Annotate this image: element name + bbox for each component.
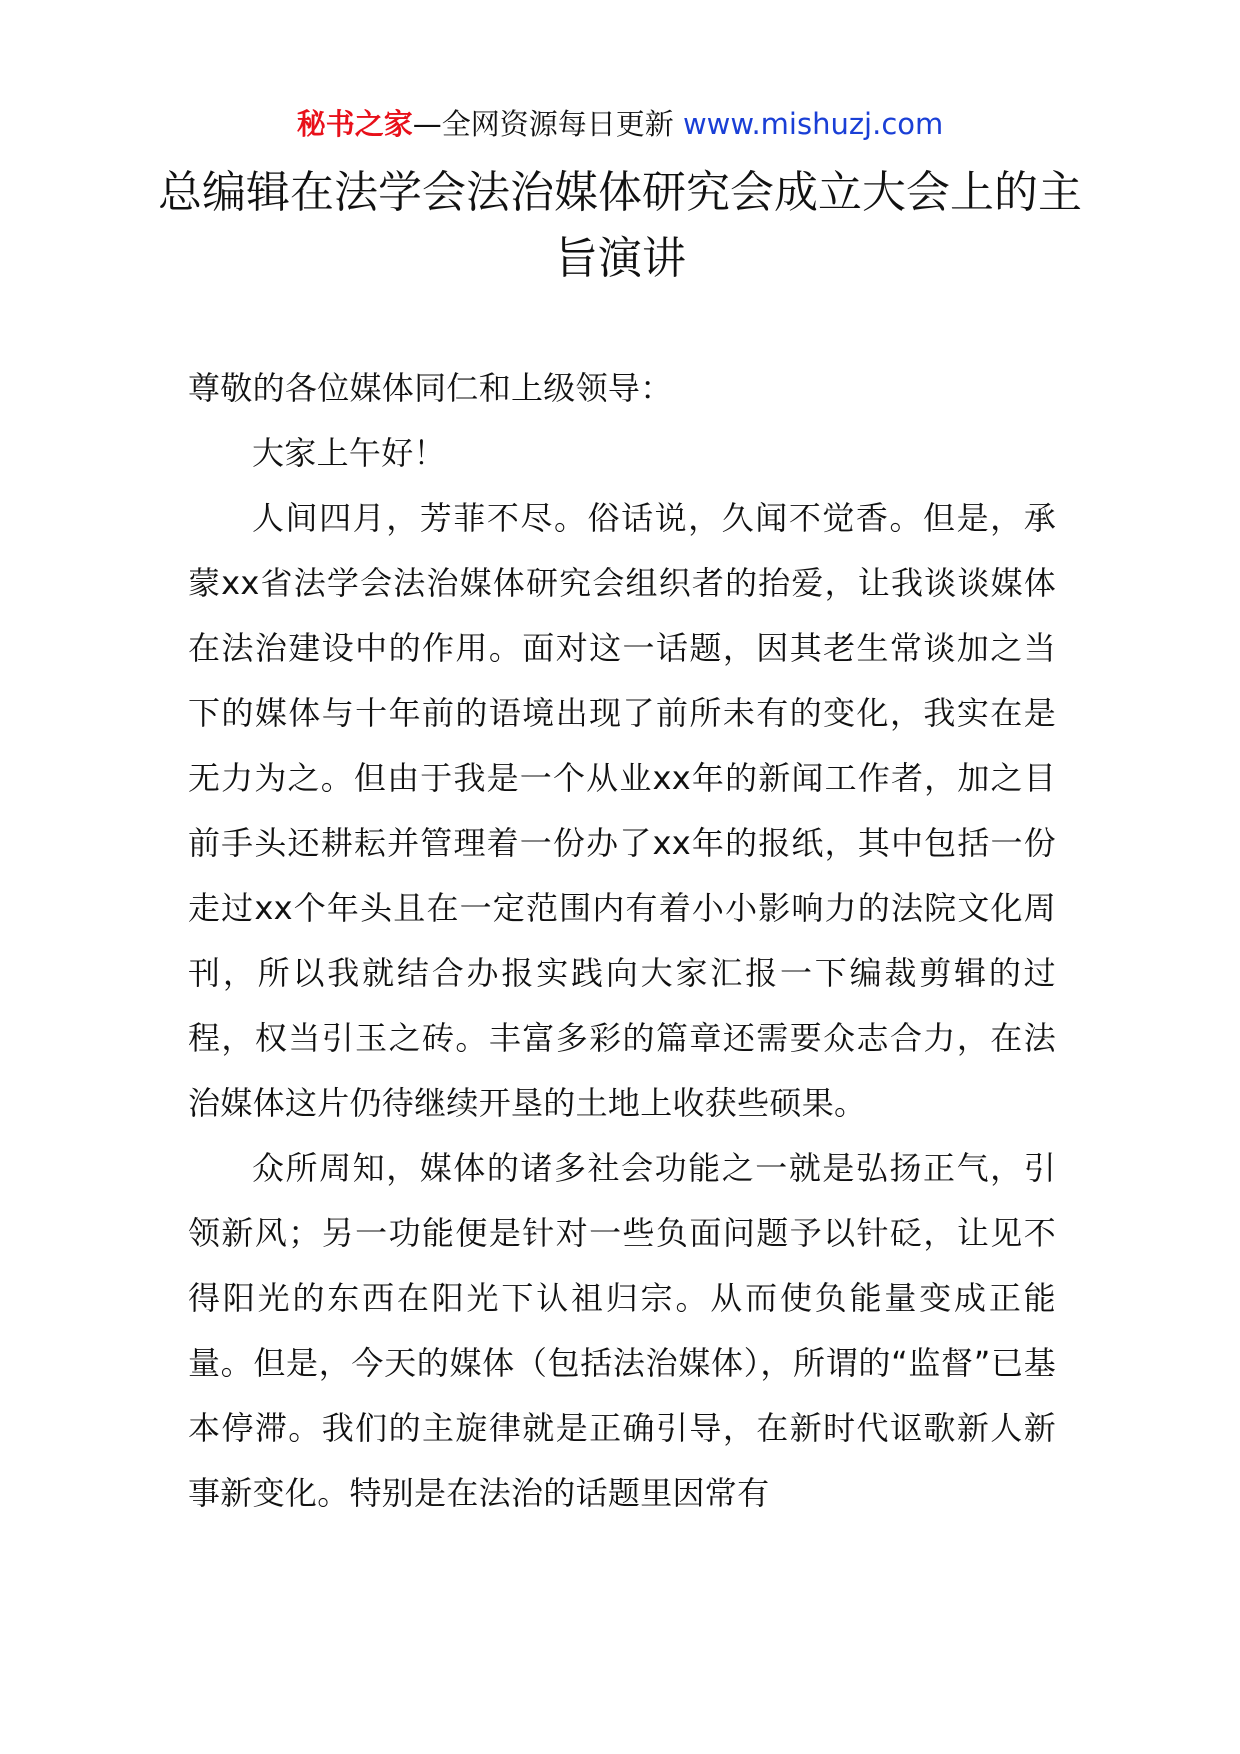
- document-title: 总编辑在法学会法治媒体研究会成立大会上的主旨演讲: [158, 167, 1082, 284]
- paragraph-2: 众所周知，媒体的诸多社会功能之一就是弘扬正气，引领新风；另一功能便是针对一些负面问题予以针砭，让见不得阳光的东西在阳光下认祖归宗。从而使负能量变成正能量。但是，今天的媒体（包括法治媒体），所谓的“监督”已基本停滞。我们的主旋律就是正确引导，在新时代讴歌新人新事新变化。特别是在法治的话题里因常有: [188, 1149, 1056, 1512]
- salutation: 尊敬的各位媒体同仁和上级领导：: [188, 369, 673, 407]
- header-tagline: —全网资源每日更新: [412, 107, 674, 141]
- greeting: 大家上午好！: [252, 434, 446, 472]
- brand-name: 秘书之家: [296, 107, 413, 141]
- document-body: [188, 356, 1056, 1526]
- site-url-link[interactable]: www.mishuzj.com: [682, 107, 944, 141]
- site-header: [0, 102, 1240, 146]
- paragraph-1: 人间四月，芳菲不尽。俗话说，久闻不觉香。但是，承蒙xx省法学会法治媒体研究会组织者的抬爱，让我谈谈媒体在法治建设中的作用。面对这一话题，因其老生常谈加之当下的媒体与十年前的语境出现了前所未有的变化，我实在是无力为之。但由于我是一个从业xx年的新闻工作者，加之目前手头还耕耘并管理着一份办了xx年的报纸，其中包括一份走过xx个年头且在一定范围内有着小小影响力的法院文化周刊，所以我就结合办报实践向大家汇报一下编裁剪辑的过程，权当引玉之砖。丰富多彩的篇章还需要众志合力，在法治媒体这片仍待继续开垦的土地上收获些硕果。: [188, 499, 1056, 1122]
